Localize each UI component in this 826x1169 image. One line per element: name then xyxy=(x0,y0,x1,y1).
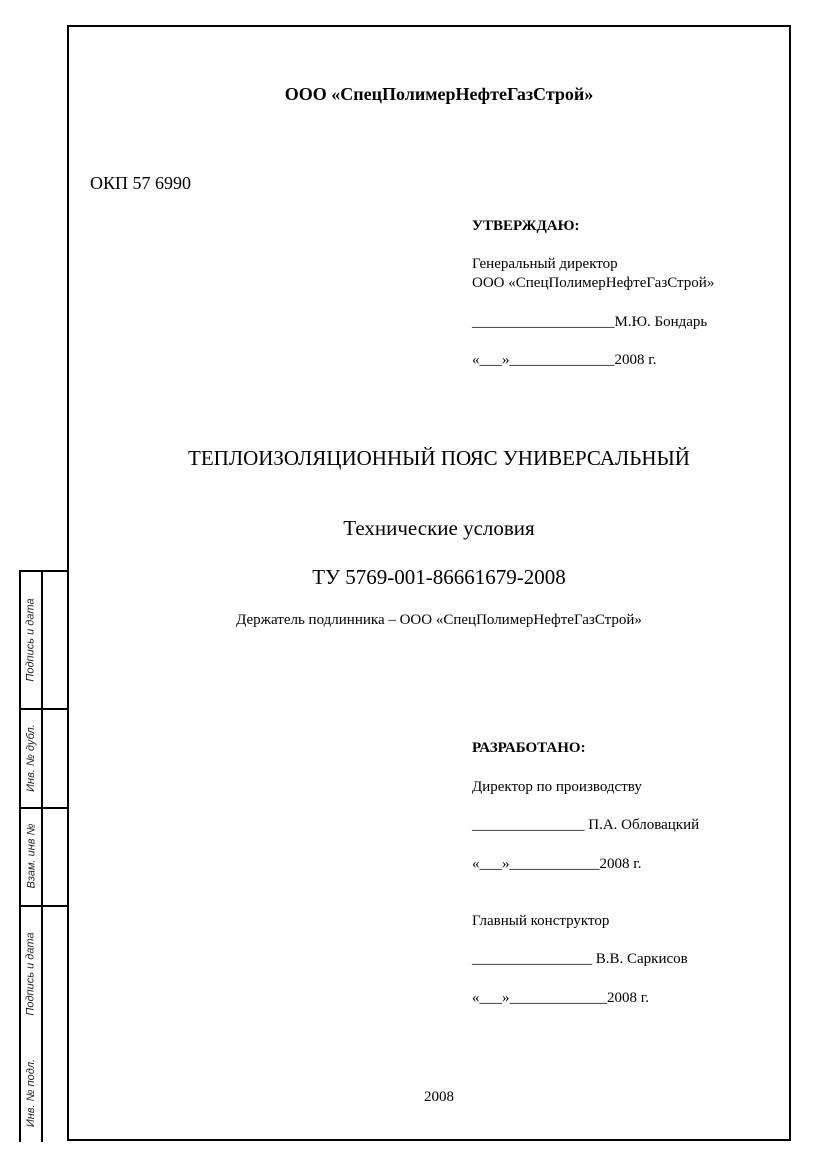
okp-code: ОКП 57 6990 xyxy=(90,173,192,193)
side-stamp xyxy=(19,570,69,1142)
stamp-label-duplicate-inventory: Инв. № дубл. xyxy=(25,723,37,792)
document-subtitle: Технические условия xyxy=(343,516,535,540)
stamp-divider xyxy=(41,572,43,1142)
stamp-label-signature-date-2: Подпись и дата xyxy=(25,932,37,1016)
company-header: ООО «СпецПолимерНефтеГазСтрой» xyxy=(284,84,594,104)
designer-position: Главный конструктор xyxy=(472,913,610,929)
approval-position: Генеральный директор xyxy=(472,256,618,272)
director-date: «___»____________2008 г. xyxy=(472,856,642,872)
stamp-label-replacement-inventory: Взам. инв № xyxy=(25,823,38,889)
approval-heading: УТВЕРЖДАЮ: xyxy=(472,218,580,234)
developed-heading: РАЗРАБОТАНО: xyxy=(472,740,586,756)
document-year: 2008 xyxy=(424,1089,454,1105)
stamp-label-signature-date: Подпись и дата xyxy=(25,598,37,682)
designer-date: «___»_____________2008 г. xyxy=(472,990,649,1006)
director-signature: _______________ П.А. Обловацкий xyxy=(472,817,700,833)
approval-signature: ___________________М.Ю. Бондарь xyxy=(472,314,708,330)
document-title: ТЕПЛОИЗОЛЯЦИОННЫЙ ПОЯС УНИВЕРСАЛЬНЫЙ xyxy=(188,446,690,470)
designer-signature: ________________ В.В. Саркисов xyxy=(472,951,688,967)
spec-code: ТУ 5769-001-86661679-2008 xyxy=(312,565,566,589)
stamp-label-original-inventory: Инв. № подл. xyxy=(25,1058,38,1128)
approval-date: «___»______________2008 г. xyxy=(472,352,657,368)
director-position: Директор по производству xyxy=(472,779,642,795)
original-holder: Держатель подлинника – ООО «СпецПолимерНефтеГазСтрой» xyxy=(236,612,642,628)
approval-company: ООО «СпецПолимерНефтеГазСтрой» xyxy=(472,275,715,291)
